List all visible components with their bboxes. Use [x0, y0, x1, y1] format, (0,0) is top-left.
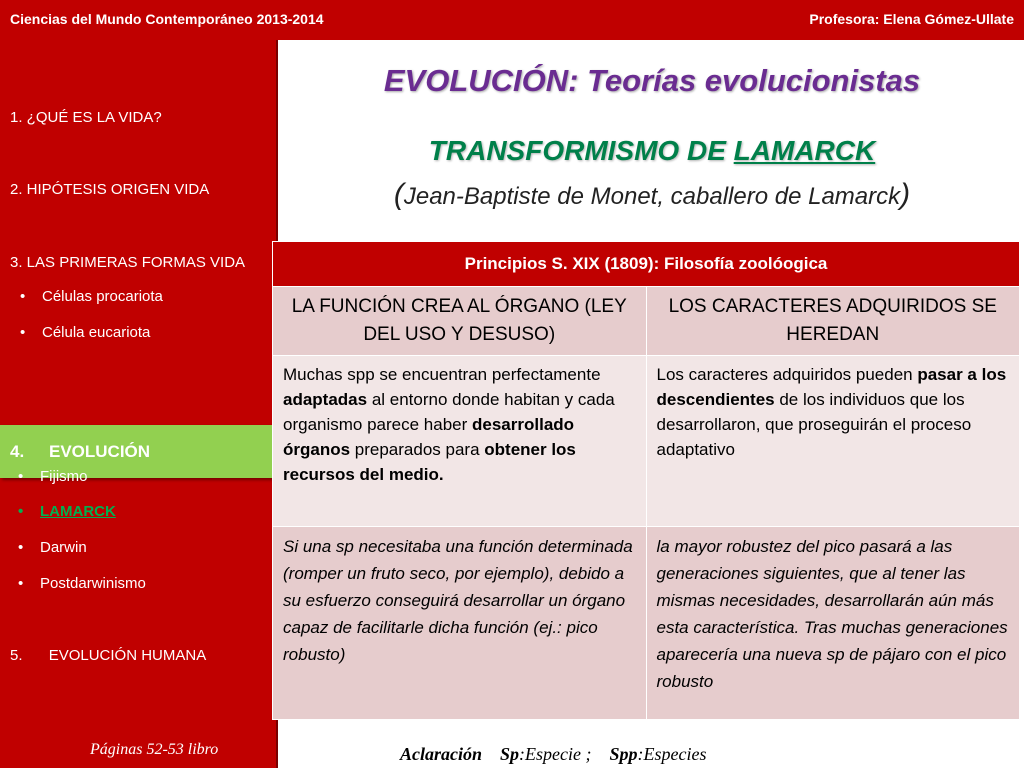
- sidebar-item-postdarwinismo[interactable]: • Postdarwinismo: [40, 575, 146, 592]
- sidebar-item-evolucion-humana[interactable]: [10, 647, 206, 664]
- table-header: Principios S. XIX (1809): Filosofía zoolóogica: [273, 242, 1020, 287]
- footnote-label: Aclaración: [400, 744, 483, 764]
- table-cell-example-1: Si una sp necesitaba una función determinada (romper un fruto seco, por ejemplo), debido a su esfuerzo conseguirá desarrollar un órgano capaz de facilitarle dicha función (ej.: pico robusto): [273, 527, 647, 720]
- principles-table: [272, 241, 1020, 720]
- spp-abbr: Spp: [609, 744, 638, 764]
- page-title: EVOLUCIÓN: Teorías evolucionistas: [383, 63, 921, 98]
- subtitle-prefix: TRANSFORMISMO DE: [428, 135, 734, 166]
- table-cell-explanation-1: Muchas spp se encuentran perfectamente adaptadas al entorno donde habitan y cada organismo parece haber desarrollado órganos preparados para obtener los recursos del medio.: [273, 356, 647, 527]
- sidebar-item-lamarck[interactable]: • LAMARCK: [40, 503, 116, 520]
- sidebar-item-primeras-formas[interactable]: 3. LAS PRIMERAS FORMAS VIDA: [10, 254, 246, 271]
- pages-reference: Páginas 52-53 libro: [90, 741, 219, 758]
- sp-abbr: Sp: [500, 744, 520, 764]
- open-paren: (: [393, 178, 404, 211]
- footnote-clarification: [400, 744, 724, 765]
- sidebar-item-fijismo[interactable]: • Fijismo: [40, 468, 88, 485]
- author-line: [280, 178, 1024, 212]
- column-title-uso-desuso: LA FUNCIÓN CREA AL ÓRGANO (LEY DEL USO Y DESUSO): [273, 287, 647, 356]
- close-paren: ): [900, 178, 911, 211]
- sidebar-item-procariota[interactable]: • Células procariota: [42, 288, 163, 305]
- sidebar-item-number: 4.: [10, 442, 25, 461]
- top-header-bar: [0, 0, 1024, 40]
- sidebar-item-eucariota[interactable]: • Célula eucariota: [42, 324, 150, 341]
- spp-def: :Especies: [637, 744, 707, 764]
- sp-def: :Especie ;: [519, 744, 592, 764]
- page-subtitle: [280, 135, 1024, 167]
- teacher-name: Profesora: Elena Gómez-Ullate: [809, 11, 1014, 27]
- course-title: Ciencias del Mundo Contemporáneo 2013-2014: [10, 11, 324, 27]
- sidebar-nav: [0, 40, 278, 768]
- table-cell-example-2: la mayor robustez del pico pasará a las generaciones siguientes, que al tener las mismas necesidades, desarrollarán aún más esta característica. Tras muchas generaciones aparecería una nueva sp de pájaro con el pico robusto: [646, 527, 1020, 720]
- sidebar-item-number: 5.: [10, 647, 23, 664]
- sidebar-item-label: EVOLUCIÓN HUMANA: [48, 647, 207, 664]
- author-name: Jean-Baptiste de Monet, caballero de Lamarck: [403, 183, 901, 210]
- sidebar-item-que-es-la-vida[interactable]: 1. ¿QUÉ ES LA VIDA?: [10, 109, 162, 126]
- column-title-caracteres-adquiridos: LOS CARACTERES ADQUIRIDOS SE HEREDAN: [646, 287, 1020, 356]
- lamarck-link[interactable]: LAMARCK: [733, 135, 876, 166]
- sidebar-item-label: EVOLUCIÓN: [49, 442, 151, 461]
- table-cell-explanation-2: Los caracteres adquiridos pueden pasar a los descendientes de los individuos que los desarrollaron, que proseguirán el proceso adaptativo: [646, 356, 1020, 527]
- sidebar-item-darwin[interactable]: • Darwin: [40, 539, 87, 556]
- sidebar-item-hipotesis-origen[interactable]: 2. HIPÓTESIS ORIGEN VIDA: [10, 181, 210, 198]
